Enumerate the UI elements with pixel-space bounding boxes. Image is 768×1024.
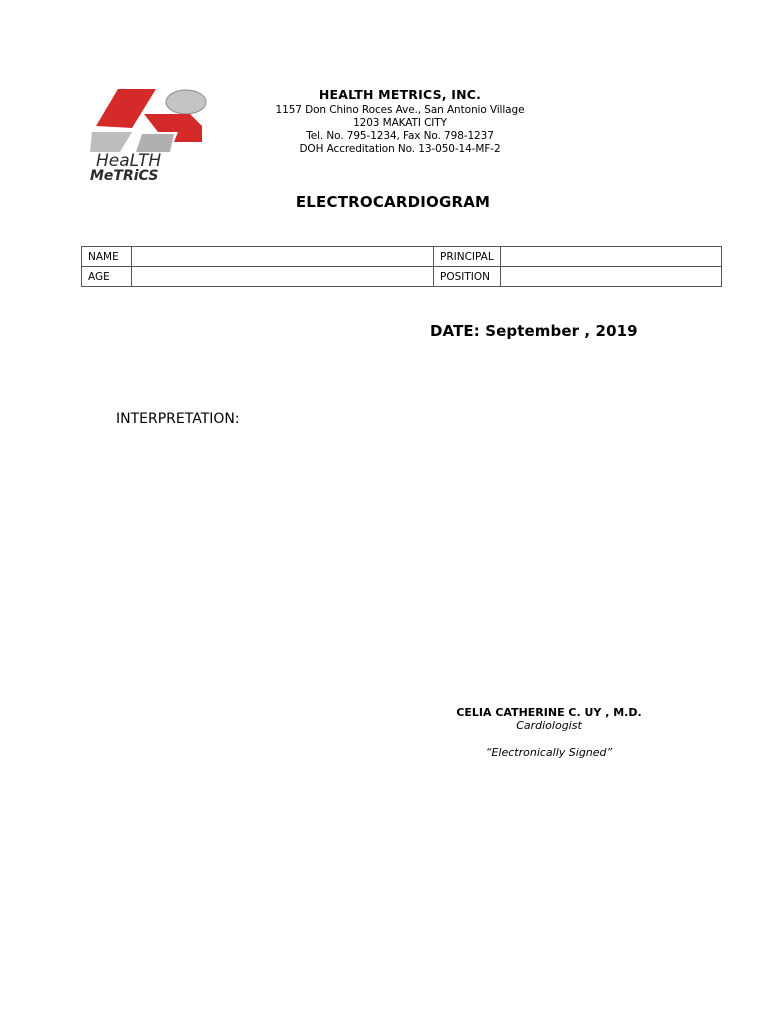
- table-row: [82, 267, 722, 287]
- accreditation: DOH Accreditation No. 13-050-14-MF-2: [299, 143, 501, 155]
- document-title: ELECTROCARDIOGRAM: [295, 193, 491, 211]
- logo-word-health: HeaLTH: [96, 151, 162, 171]
- logo-gray-block-left: [90, 132, 132, 152]
- logo-gray-circle: [166, 90, 206, 114]
- age-label: AGE: [82, 267, 132, 287]
- company-logo: [86, 86, 212, 184]
- age-value: [132, 267, 434, 287]
- position-value: [501, 267, 722, 287]
- interpretation-label: INTERPRETATION:: [116, 411, 240, 427]
- logo-red-block-left: [96, 89, 156, 128]
- name-value: [132, 247, 434, 267]
- logo-word-metrics: MeTRiCS: [90, 168, 159, 184]
- principal-label: PRINCIPAL: [434, 247, 501, 267]
- patient-info-table: [81, 246, 722, 287]
- table-row: [82, 247, 722, 267]
- doctor-title: Cardiologist: [516, 719, 582, 732]
- date-line: DATE: September , 2019: [430, 322, 638, 340]
- name-label: NAME: [82, 247, 132, 267]
- health-metrics-logo-icon: [86, 86, 212, 184]
- logo-gray-block-right: [136, 134, 174, 152]
- address-line-2: 1203 MAKATI CITY: [353, 117, 447, 129]
- address-line-1: 1157 Don Chino Roces Ave., San Antonio Village: [275, 104, 525, 116]
- signature-note: “Electronically Signed”: [485, 746, 613, 759]
- doctor-name: CELIA CATHERINE C. UY , M.D.: [456, 706, 642, 719]
- phone-fax: Tel. No. 795-1234, Fax No. 798-1237: [306, 130, 494, 142]
- principal-value: [501, 247, 722, 267]
- signatory-block: [440, 706, 658, 759]
- company-name: HEALTH METRICS, INC.: [318, 87, 482, 102]
- company-header: [260, 87, 540, 156]
- position-label: POSITION: [434, 267, 501, 287]
